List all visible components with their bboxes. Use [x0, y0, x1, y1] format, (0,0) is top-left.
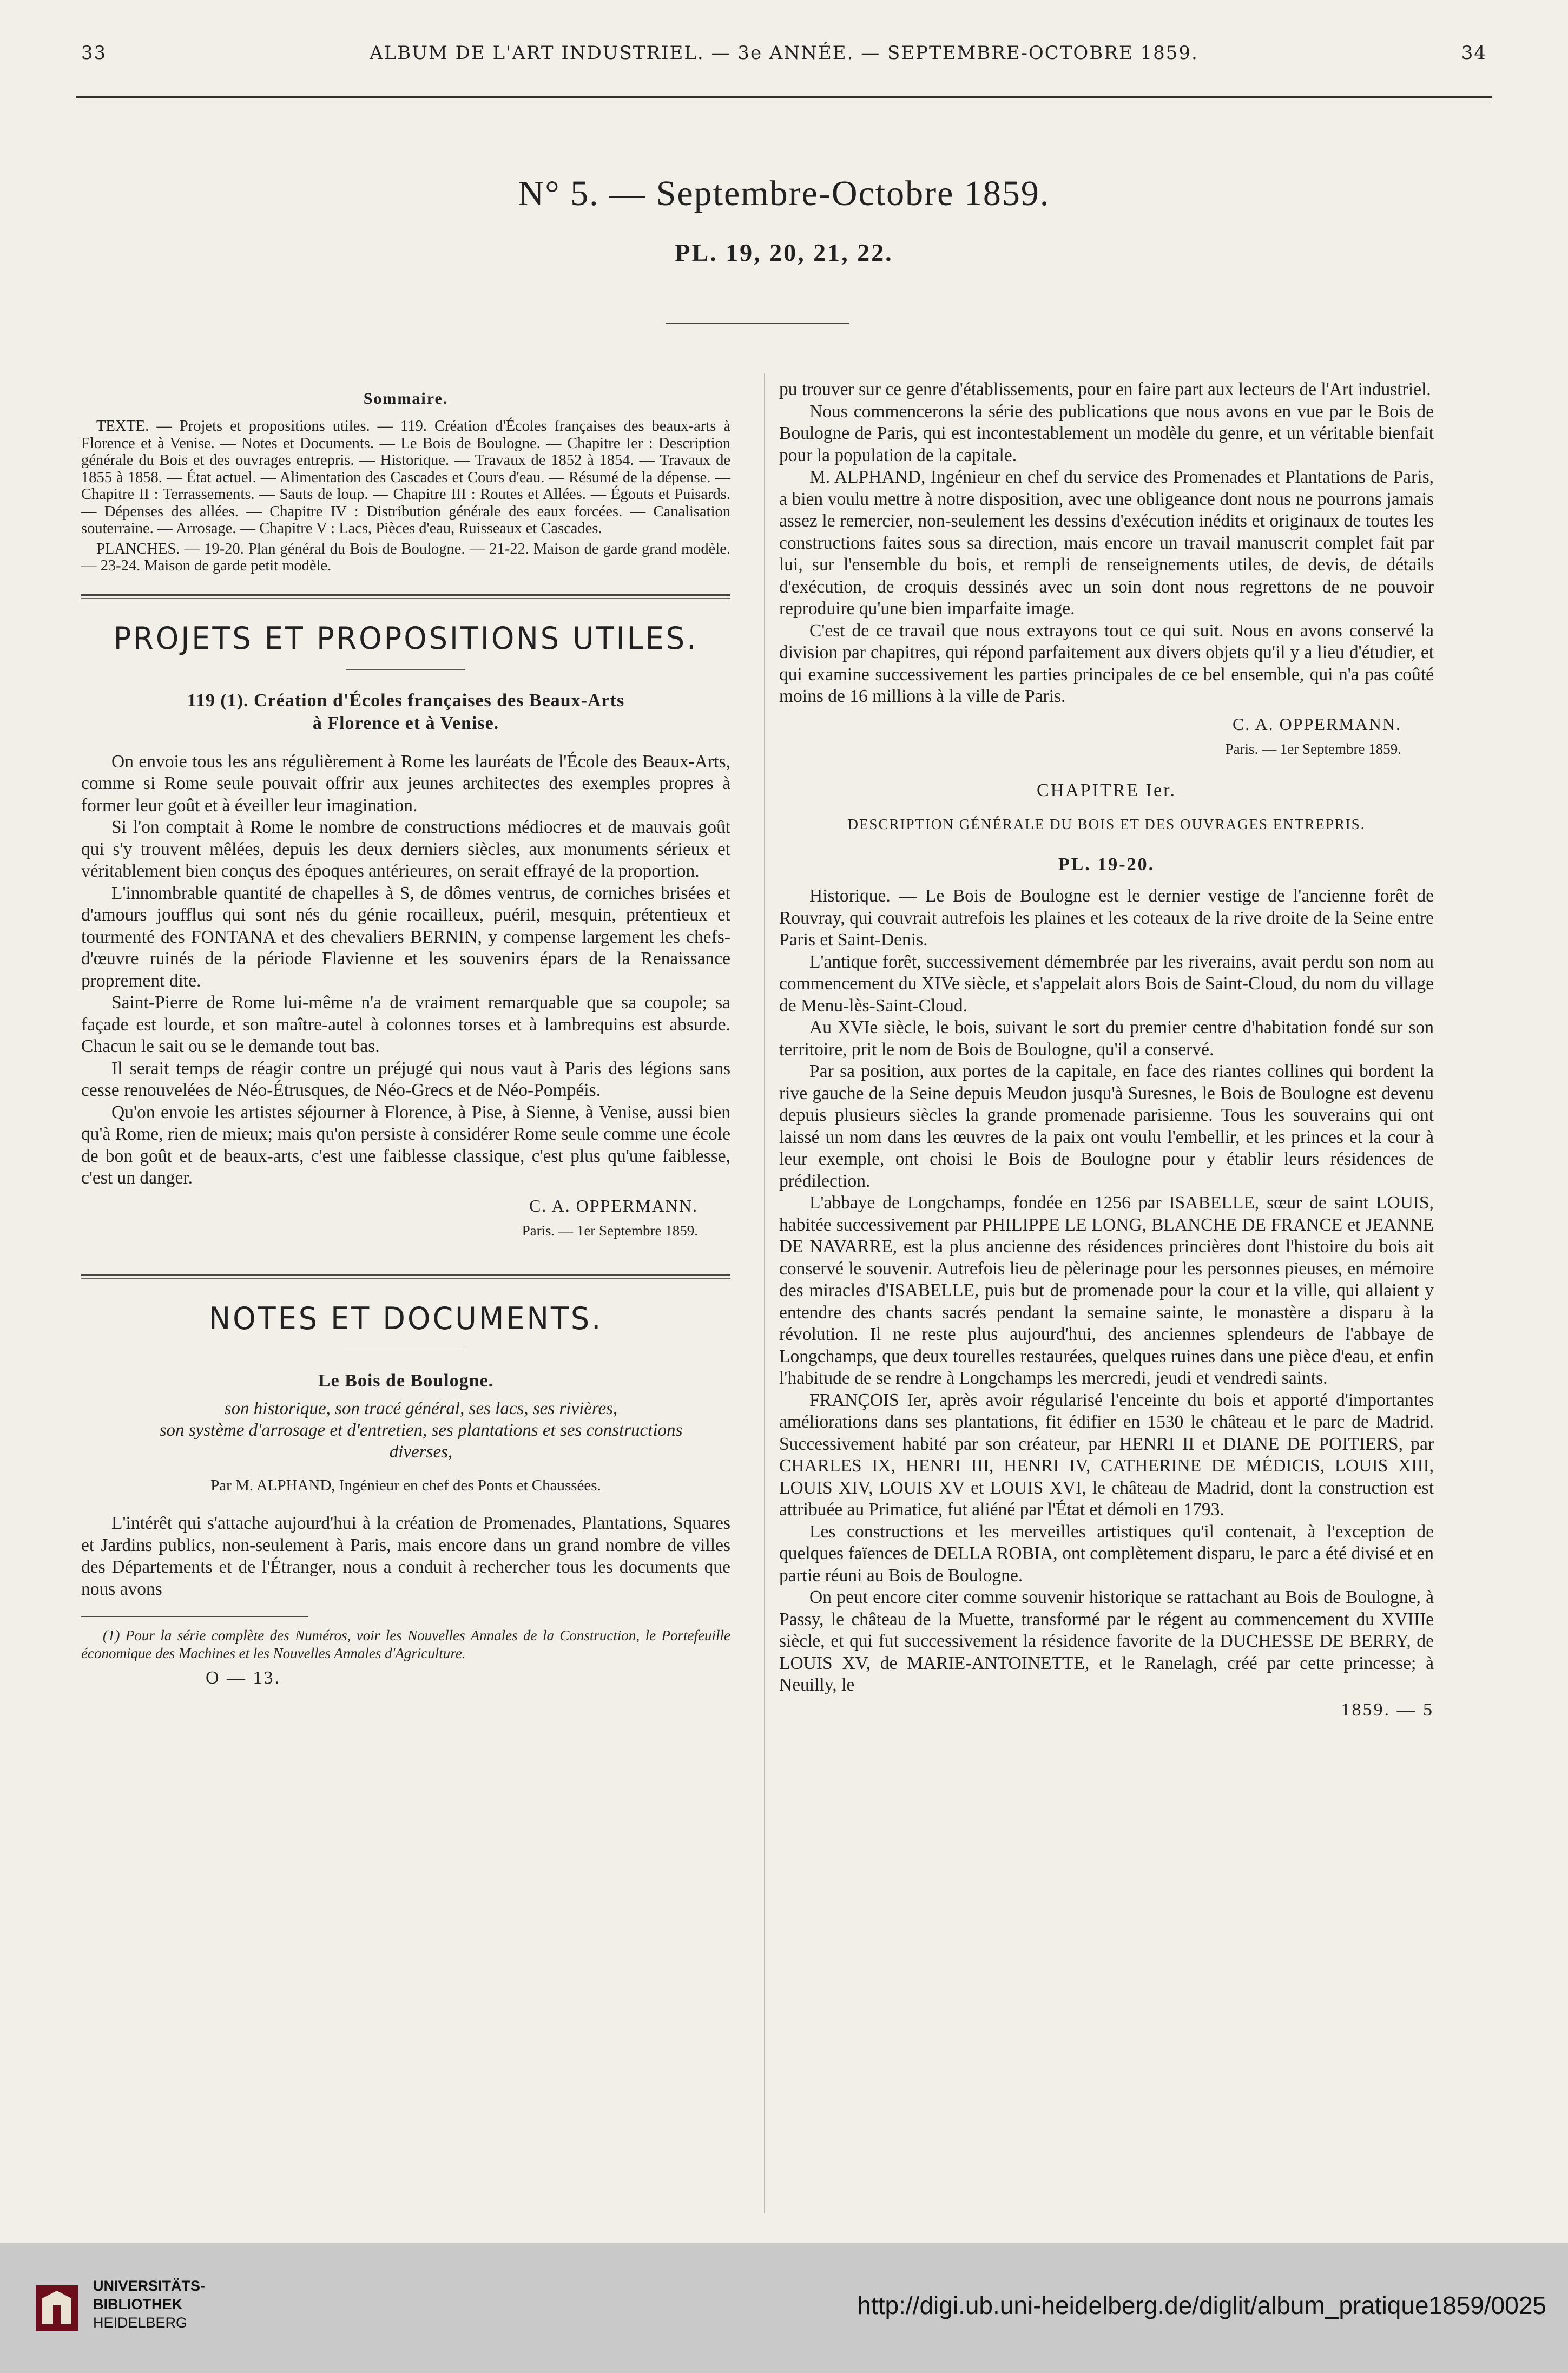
paragraph: Il serait temps de réagir contre un préjugé qui nous vaut à Paris des légions sans cesse renouvelées de Néo-Étrusques, de Néo-Grecs et de Néo-Pompéis.	[81, 1058, 730, 1100]
right-column	[779, 379, 1434, 1720]
page-mark-left: O — 13.	[206, 1668, 281, 1688]
paragraph: pu trouver sur ce genre d'établissements, pour en faire part aux lecteurs de l'Art industriel.	[779, 379, 1431, 399]
footnote: (1) Pour la série complète des Numéros, voir les Nouvelles Annales de la Construction, le Portefeuille économique des Machines et les Nouvelles Annales d'Agriculture.	[81, 1627, 730, 1661]
paragraph: M. ALPHAND, Ingénieur en chef du service des Promenades et Plantations de Paris, a bien voulu mettre à notre disposition, avec une obligeance dont nous ne pourrons jamais assez le remercier, non-seulement les dessins d'exécution inédits et originaux de toutes les constructions faites sous sa direction, mais encore un travail manuscrit complet fait par lui, sur l'ensemble du bois, et rempli de renseignements utiles, de devis, de détails d'exécution, de croquis dessinés avec un soin dont nous regrettons de ne pouvoir reproduire qu'une bien imparfaite image.	[779, 467, 1434, 619]
article-title-line-2: à Florence et à Venise.	[312, 713, 499, 733]
paragraph: On envoie tous les ans régulièrement à Rome les lauréats de l'École des Beaux-Arts, comme si Rome seule pouvait offrir aux jeunes architectes des exemples propres à former leur goût et à éveiller leur imagination.	[81, 751, 730, 816]
paragraph: On peut encore citer comme souvenir historique se rattachant au Bois de Boulogne, à Passy, le château de la Muette, transformé par le régent au commencement du XVIIIe siècle, et qui fut successivement la résidence favorite de la DUCHESSE DE BERRY, de LOUIS XV, de MARIE-ANTOINETTE, et le Ranelagh, créé par cette princesse; à Neuilly, le	[779, 1587, 1434, 1695]
university-seal-icon	[32, 2281, 81, 2335]
source-url-link[interactable]: http://digi.ub.uni-heidelberg.de/diglit/album_pratique1859/0025	[857, 2291, 1546, 2319]
paragraph: L'antique forêt, successivement démembrée par les riverains, avait perdu son nom au commencement du XIVe siècle, et s'appelait alors Bois de Saint-Cloud, du nom du village de Menu-lès-Saint-Cloud.	[779, 951, 1434, 1016]
signature: C. A. OPPERMANN.	[1232, 714, 1401, 734]
paragraph: Si l'on comptait à Rome le nombre de constructions médiocres et de mauvais goût qui s'y trouvent mêlées, depuis les deux derniers siècles, aux monuments sérieux et véritablement bien conçus des époques antérieures, on serait effrayé de la proportion.	[81, 817, 730, 881]
running-head-page-right: 34	[1461, 42, 1487, 64]
running-head-page-left: 33	[81, 42, 107, 64]
section-rule-1	[81, 594, 730, 599]
chapter-title: CHAPITRE Ier.	[1036, 780, 1177, 800]
plates-line: PL. 19, 20, 21, 22.	[675, 239, 893, 266]
library-footer	[0, 2243, 1568, 2373]
left-column	[81, 379, 730, 1688]
article-title-119	[81, 689, 730, 735]
column-divider	[764, 373, 765, 2213]
library-name-line-3: HEIDELBERG	[93, 2315, 188, 2331]
sommaire-planches: PLANCHES. — 19-20. Plan général du Bois de Boulogne. — 21-22. Maison de garde grand modèle. — 23-24. Maison de garde petit modèle.	[81, 540, 730, 574]
signature-date: Paris. — 1er Septembre 1859.	[522, 1222, 698, 1239]
paragraph: FRANÇOIS Ier, après avoir régularisé l'enceinte du bois et apporté d'importantes améliorations dans ses plantations, fit édifier en 1530 le château et le parc de Madrid. Successivement habité par son créateur, par HENRI II et DIANE DE POITIERS, par CHARLES IX, HENRI III, HENRI IV, CATHERINE DE MÉDICIS, LOUIS XIII, LOUIS XIV, LOUIS XV et LOUIS XVI, le château de Madrid, dont la construction est attribuée au Primatice, fut aliéné par l'État et démoli en 1793.	[779, 1390, 1434, 1520]
library-name-line-2: BIBLIOTHEK	[93, 2296, 182, 2312]
header-rule	[76, 96, 1492, 98]
paragraph: Saint-Pierre de Rome lui-même n'a de vraiment remarquable que sa coupole; sa façade est lourde, et son maître-autel à colonnes torses et à lambrequins est absurde. Chacun le sait ou se le demande tout bas.	[81, 992, 730, 1056]
running-head	[81, 42, 1487, 69]
library-name	[93, 2277, 205, 2332]
title-rule	[666, 323, 849, 324]
chapter-subtitle: DESCRIPTION GÉNÉRALE DU BOIS ET DES OUVRAGES ENTREPRIS.	[847, 816, 1366, 832]
article-subtitle-2: son système d'arrosage et d'entretien, ses plantations et ses constructions	[159, 1420, 683, 1440]
paragraph: Par sa position, aux portes de la capitale, en face des riantes collines qui bordent la rive gauche de la Seine depuis Meudon jusqu'à Suresnes, le Bois de Boulogne est devenu depuis plusieurs siècles la grande promenade parisienne. Tous les souverains qui ont laissé un nom dans les œuvres de la paix ont voulu l'embellir, et les princes et la cour à leur exemple, ont choisi le Bois de Boulogne pour y établir leurs résidences de prédilection.	[779, 1061, 1434, 1191]
footnote-rule	[81, 1616, 308, 1617]
article-title-bois: Le Bois de Boulogne.	[318, 1370, 494, 1391]
section-title-notes: NOTES ET DOCUMENTS.	[208, 1300, 603, 1337]
section-title-projets: PROJETS ET PROPOSITIONS UTILES.	[113, 620, 699, 656]
paragraph: L'abbaye de Longchamps, fondée en 1256 par ISABELLE, sœur de saint LOUIS, habitée successivement par PHILIPPE LE LONG, BLANCHE DE FRANCE et JEANNE DE NAVARRE, est la plus ancienne des résidences princières dont l'histoire du bois ait conservé le souvenir. Autrefois lieu de pèlerinage pour les personnes pieuses, en mémoire des miracles d'ISABELLE, puis but de promenade pour la cour et la ville, qui allaient y entendre des chants sacrés pendant la semaine sainte, le monastère a disparu à la révolution. Il ne reste plus aujourd'hui, des anciennes splendeurs de l'abbaye de Longchamps, que deux tourelles restaurées, quelques ruines dans une pièce d'eau, et enfin l'habitude de se rendre à Longchamps les mercredi, jeudi et vendredi saints.	[779, 1193, 1434, 1388]
paragraph: L'innombrable quantité de chapelles à S, de dômes ventrus, de corniches brisées et d'amours joufflus qui sont nés du génie rocailleux, puéril, mesquin, prétentieux et tourmenté des FONTANA et des chevaliers BERNIN, y compense largement les chefs-d'œuvre ruinés de la période Flavienne et les souvenirs épars de la Renaissance proprement dite.	[81, 883, 730, 991]
paragraph: Qu'on envoie les artistes séjourner à Florence, à Pise, à Sienne, à Venise, aussi bien qu'à Rome, rien de mieux; mais qu'on persiste à considérer Rome seule comme une école de bon goût et de beaux-arts, c'est une faiblesse classique, c'est plus qu'une faiblesse, c'est un danger.	[81, 1102, 730, 1188]
paragraph: Nous commencerons la série des publications que nous avons en vue par le Bois de Boulogne de Paris, qui est incontestablement un modèle du genre, et un véritable bienfait pour la population de la capitale.	[779, 401, 1434, 465]
article-subtitle-1: son historique, son tracé général, ses lacs, ses rivières,	[224, 1398, 618, 1418]
article-subtitle-3: diverses,	[389, 1442, 453, 1462]
paragraph: C'est de ce travail que nous extrayons tout ce qui suit. Nous en avons conservé la division par chapitres, qui répond parfaitement aux divers objets qu'il y a lieu d'étudier, et qui examine successivement les parties principales de ce bel ensemble, qui n'a pas coûté moins de 16 millions à la ville de Paris.	[779, 620, 1434, 706]
section-rule-short-1	[346, 669, 465, 670]
running-head-title: ALBUM DE L'ART INDUSTRIEL. — 3e ANNÉE. — SEPTEMBRE-OCTOBRE 1859.	[370, 42, 1198, 64]
article-title-line-1: 119 (1). Création d'Écoles françaises des Beaux-Arts	[187, 690, 625, 711]
plate-reference: PL. 19-20.	[1058, 854, 1155, 875]
article-byline: Par M. ALPHAND, Ingénieur en chef des Ponts et Chaussées.	[210, 1476, 601, 1494]
sommaire-texte: TEXTE. — Projets et propositions utiles. — 119. Création d'Écoles françaises des beaux-arts à Florence et à Venise. — Notes et Documents. — Le Bois de Boulogne. — Chapitre Ier : Description générale du Bois et des ouvrages entrepris. — Historique. — Travaux de 1852 à 1854. — Travaux de 1855 à 1858. — État actuel. — Alimentation des Cascades et Cours d'eau. — Résumé de la dépense. — Chapitre II : Terrassements. — Sauts de loup. — Chapitre III : Routes et Allées. — Égouts et Puisards. — Dépenses des allées. — Chapitre IV : Distribution générale des eaux forcées. — Canalisation souterraine. — Arrosage. — Chapitre V : Lacs, Pièces d'eau, Ruisseaux et Cascades.	[81, 418, 730, 537]
paragraph: Les constructions et les merveilles artistiques qu'il contenait, à l'exception de quelques faïences de DELLA ROBIA, ont complètement disparu, le parc a été divisé et en partie réuni au Bois de Boulogne.	[779, 1521, 1434, 1586]
paragraph: Historique. — Le Bois de Boulogne est le dernier vestige de l'ancienne forêt de Rouvray, qui couvrait autrefois les plaines et les coteaux de la rive droite de la Seine entre Paris et Saint-Denis.	[779, 886, 1434, 950]
issue-title: N° 5. — Septembre-Octobre 1859.	[518, 174, 1050, 213]
library-name-line-1: UNIVERSITÄTS-	[93, 2278, 206, 2294]
section-rule-2	[81, 1274, 730, 1279]
paragraph: Au XVIe siècle, le bois, suivant le sort du premier centre d'habitation fondé sur son territoire, prit le nom de Bois de Boulogne, qu'il a conservé.	[779, 1017, 1434, 1060]
signature: C. A. OPPERMANN.	[529, 1195, 698, 1215]
page-mark-right: 1859. — 5	[1341, 1699, 1434, 1720]
paragraph: L'intérêt qui s'attache aujourd'hui à la création de Promenades, Plantations, Squares et Jardins publics, non-seulement à Paris, mais encore dans un grand nombre de villes des Départements et de l'Étranger, nous a conduit à rechercher tous les documents que nous avons	[81, 1513, 730, 1599]
sommaire-title: Sommaire.	[363, 390, 449, 407]
signature-date: Paris. — 1er Septembre 1859.	[1225, 741, 1401, 757]
